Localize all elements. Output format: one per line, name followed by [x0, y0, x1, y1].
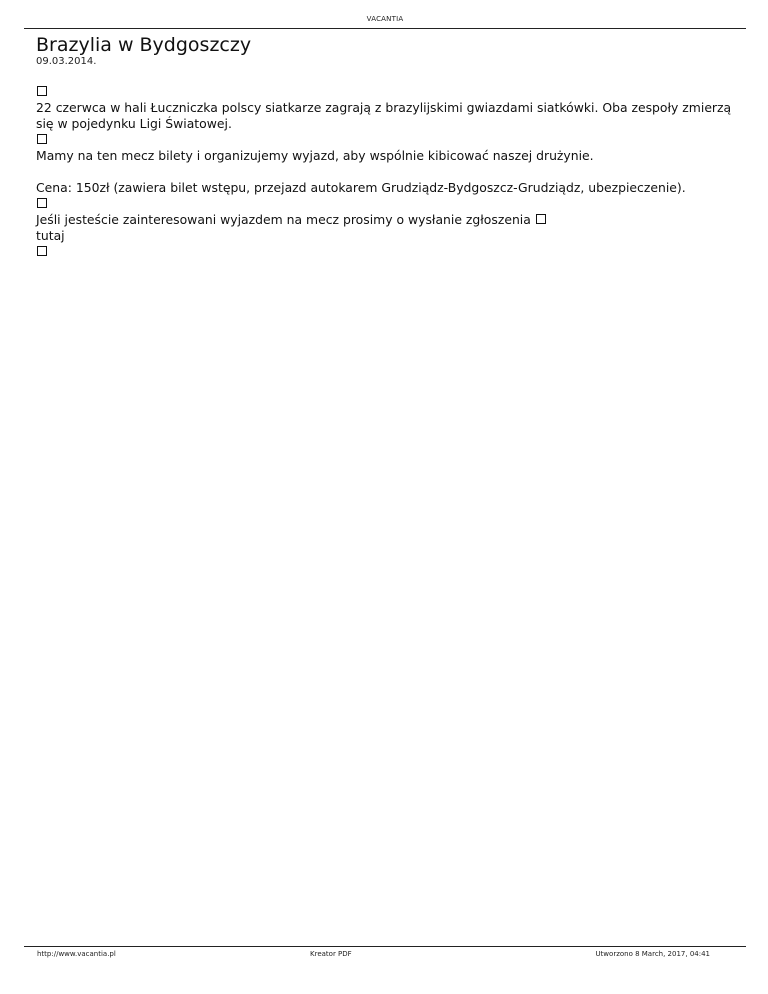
paragraph-spacer: [36, 164, 746, 180]
missing-image-icon: [37, 134, 47, 144]
article-date: 09.03.2014.: [36, 56, 97, 67]
site-name: VACANTIA: [366, 15, 404, 23]
page-header: [24, 0, 746, 29]
missing-image-icon: [536, 214, 546, 224]
missing-image-icon: [37, 86, 47, 96]
missing-image-icon: [37, 198, 47, 208]
article-title: Brazylia w Bydgoszczy: [36, 34, 252, 56]
missing-image-icon: [37, 246, 47, 256]
footer-generator: Kreator PDF: [310, 950, 352, 958]
article-body: [36, 84, 746, 260]
signup-text: Jeśli jesteście zainteresowani wyjazdem na mecz prosimy o wysłanie zgłoszenia: [36, 212, 531, 227]
paragraph-intro: 22 czerwca w hali Łuczniczka polscy siatkarze zagrają z brazylijskimi gwiazdami siatkówki. Oba zespoły zmierzą się w pojedynku Ligi Światowej.: [36, 100, 732, 131]
link-line: [36, 228, 746, 244]
page-footer: [24, 946, 746, 967]
signup-link[interactable]: tutaj: [36, 228, 65, 243]
placeholder-line: [36, 196, 746, 212]
paragraph-signup: [36, 212, 746, 228]
paragraph-tickets: Mamy na ten mecz bilety i organizujemy wyjazd, aby wspólnie kibicować naszej drużynie.: [36, 148, 594, 163]
paragraph-price: Cena: 150zł (zawiera bilet wstępu, przejazd autokarem Grudziądz-Bydgoszcz-Grudziądz, ubezpieczenie).: [36, 180, 686, 195]
footer-created: Utworzono 8 March, 2017, 04:41: [595, 950, 710, 958]
placeholder-line: [36, 244, 746, 260]
placeholder-line: [36, 132, 746, 148]
footer-url[interactable]: http://www.vacantia.pl: [37, 950, 116, 958]
article: [36, 34, 746, 260]
placeholder-line: [36, 84, 746, 100]
